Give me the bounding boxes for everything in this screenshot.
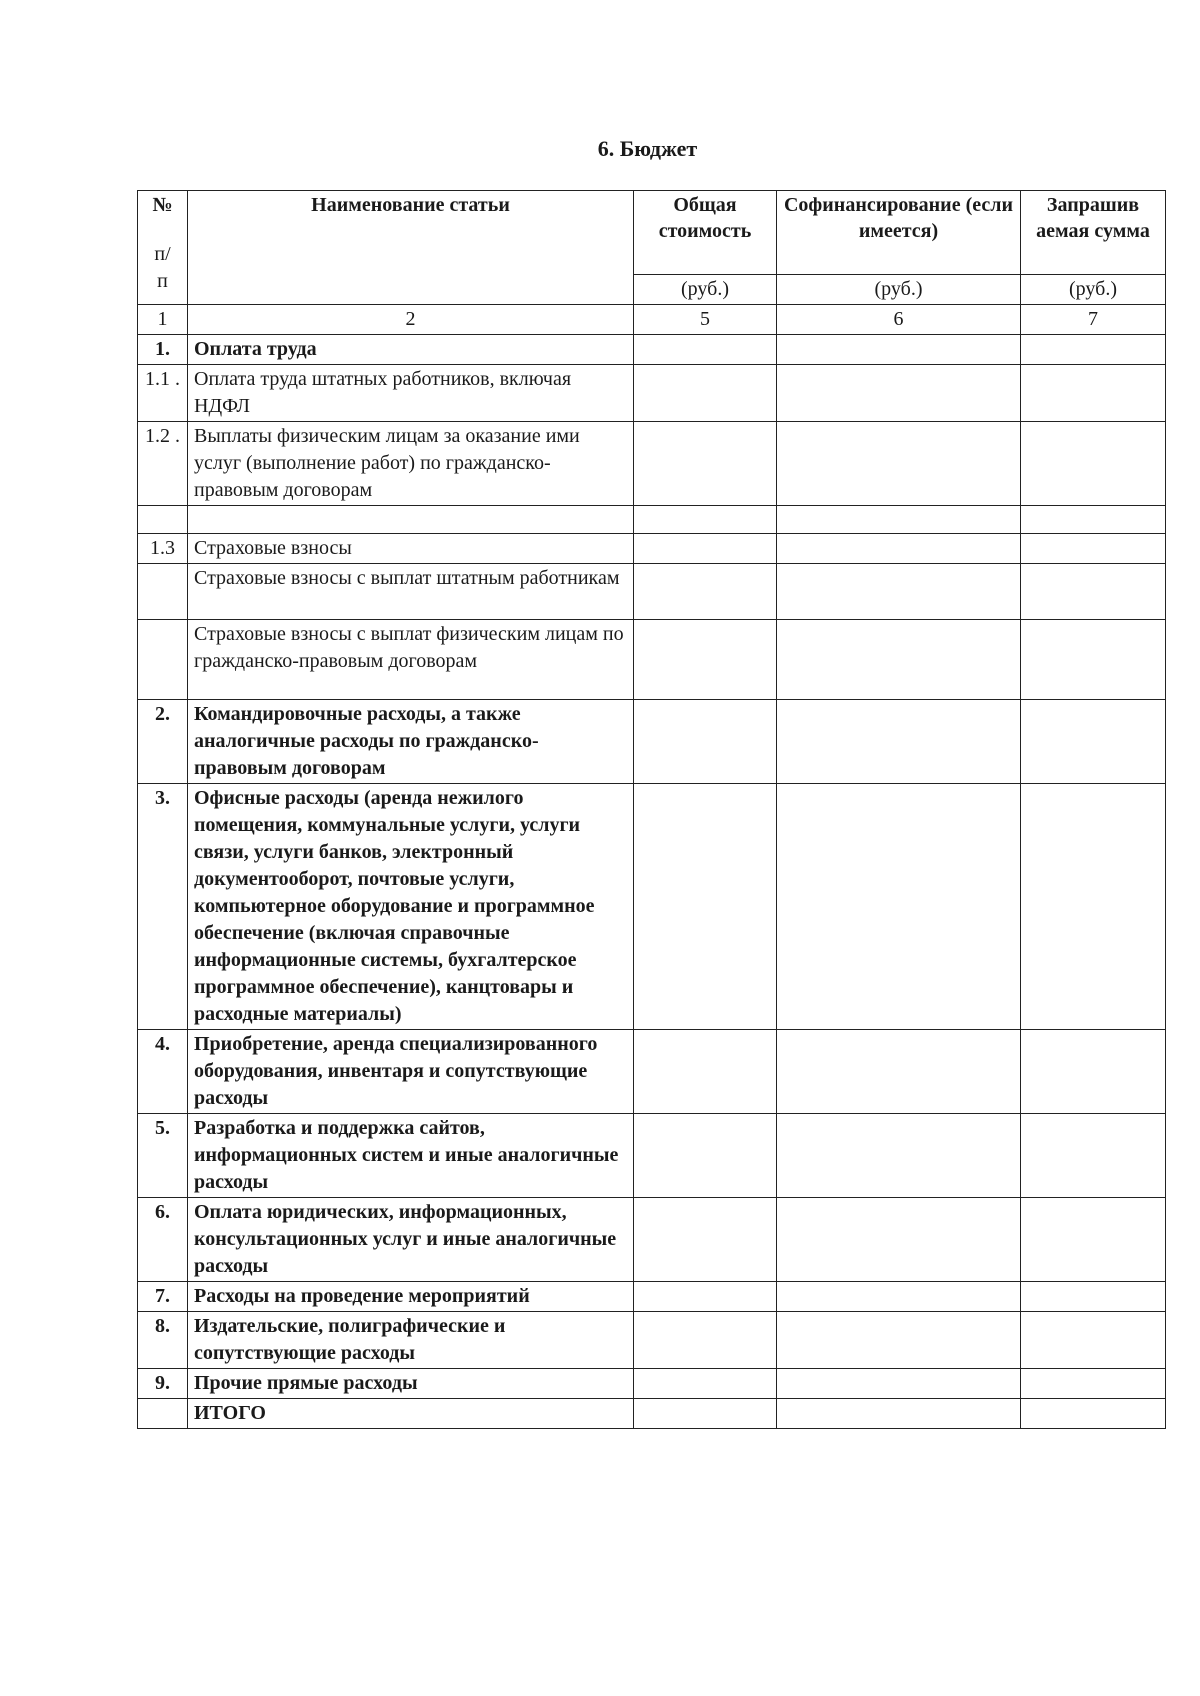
cofinancing-cell: [777, 1399, 1021, 1429]
cofinancing-cell: [777, 335, 1021, 365]
table-row: [138, 1312, 1166, 1369]
document-title: 6. Бюджет: [597, 136, 698, 161]
table-row: [138, 1369, 1166, 1399]
requested-cell: [1021, 1114, 1166, 1198]
table-row: [138, 365, 1166, 422]
requested-cell: [1021, 506, 1166, 534]
row-item-name: Расходы на проведение мероприятий: [188, 1282, 634, 1312]
colnum-6: 6: [777, 305, 1021, 335]
total-cell: [634, 534, 777, 564]
colnum-1: 1: [138, 305, 188, 335]
colnum-5: 5: [634, 305, 777, 335]
requested-cell: [1021, 1312, 1166, 1369]
row-number: 9.: [138, 1369, 188, 1399]
table-row: [138, 1198, 1166, 1282]
header-cofinancing: Софинансирование (если имеется): [777, 191, 1021, 275]
row-number: [138, 564, 188, 620]
total-cell: [634, 564, 777, 620]
cofinancing-cell: [777, 1312, 1021, 1369]
total-cell: [634, 365, 777, 422]
requested-cell: [1021, 1198, 1166, 1282]
requested-cell: [1021, 620, 1166, 700]
requested-cell: [1021, 1282, 1166, 1312]
total-cell: [634, 1312, 777, 1369]
cofinancing-cell: [777, 1114, 1021, 1198]
row-number: 1.: [138, 335, 188, 365]
requested-cell: [1021, 365, 1166, 422]
budget-table: [137, 190, 1166, 1429]
cofinancing-cell: [777, 1030, 1021, 1114]
cofinancing-cell: [777, 1369, 1021, 1399]
colnum-2: 2: [188, 305, 634, 335]
unit-requested: (руб.): [1021, 275, 1166, 305]
row-number: 1.2 .: [138, 422, 188, 506]
cofinancing-cell: [777, 620, 1021, 700]
table-row: [138, 784, 1166, 1030]
row-number: 7.: [138, 1282, 188, 1312]
header-requested: Запрашив аемая сумма: [1021, 191, 1166, 275]
total-cell: [634, 700, 777, 784]
requested-cell: [1021, 335, 1166, 365]
requested-cell: [1021, 1030, 1166, 1114]
requested-cell: [1021, 700, 1166, 784]
row-number: 1.1 .: [138, 365, 188, 422]
total-cell: [634, 784, 777, 1030]
requested-cell: [1021, 422, 1166, 506]
table-row: [138, 1282, 1166, 1312]
row-item-name: ИТОГО: [188, 1399, 634, 1429]
requested-cell: [1021, 534, 1166, 564]
row-item-name: Оплата труда штатных работников, включая НДФЛ: [188, 365, 634, 422]
colnum-7: 7: [1021, 305, 1166, 335]
row-item-name: Страховые взносы с выплат штатным работникам: [188, 564, 634, 620]
row-number: [138, 620, 188, 700]
total-cell: [634, 1198, 777, 1282]
cofinancing-cell: [777, 422, 1021, 506]
row-item-name: Страховые взносы с выплат физическим лицам по гражданско-правовым договорам: [188, 620, 634, 700]
cofinancing-cell: [777, 365, 1021, 422]
table-row: [138, 422, 1166, 506]
header-num-top: №: [152, 194, 173, 216]
total-cell: [634, 620, 777, 700]
table-row: [138, 564, 1166, 620]
requested-cell: [1021, 564, 1166, 620]
table-row: [138, 1030, 1166, 1114]
table-row: [138, 1114, 1166, 1198]
table-row: [138, 534, 1166, 564]
cofinancing-cell: [777, 700, 1021, 784]
table-row: [138, 506, 1166, 534]
header-num-cell: [138, 191, 188, 305]
row-number: 3.: [138, 784, 188, 1030]
row-number: 2.: [138, 700, 188, 784]
unit-cofinancing: (руб.): [777, 275, 1021, 305]
cofinancing-cell: [777, 1198, 1021, 1282]
total-cell: [634, 1369, 777, 1399]
requested-cell: [1021, 1399, 1166, 1429]
table-row: [138, 335, 1166, 365]
requested-cell: [1021, 1369, 1166, 1399]
requested-cell: [1021, 784, 1166, 1030]
header-row: [138, 191, 1166, 275]
cofinancing-cell: [777, 1282, 1021, 1312]
row-number: 4.: [138, 1030, 188, 1114]
table-row: [138, 620, 1166, 700]
row-item-name: Выплаты физическим лицам за оказание ими услуг (выполнение работ) по гражданско-правовым договорам: [188, 422, 634, 506]
row-number: 1.3: [138, 534, 188, 564]
row-item-name: [188, 506, 634, 534]
table-row: [138, 700, 1166, 784]
row-item-name: Оплата труда: [188, 335, 634, 365]
row-number: 6.: [138, 1198, 188, 1282]
cofinancing-cell: [777, 534, 1021, 564]
cofinancing-cell: [777, 506, 1021, 534]
row-item-name: Оплата юридических, информационных, консультационных услуг и иные аналогичные расходы: [188, 1198, 634, 1282]
row-item-name: Прочие прямые расходы: [188, 1369, 634, 1399]
cofinancing-cell: [777, 564, 1021, 620]
header-name: Наименование статьи: [188, 191, 634, 305]
row-number: [138, 1399, 188, 1429]
row-item-name: Разработка и поддержка сайтов, информационных систем и иные аналогичные расходы: [188, 1114, 634, 1198]
total-cell: [634, 422, 777, 506]
cofinancing-cell: [777, 784, 1021, 1030]
table-row: [138, 1399, 1166, 1429]
column-numbers-row: [138, 305, 1166, 335]
row-item-name: Офисные расходы (аренда нежилого помещения, коммунальные услуги, услуги связи, услуги банков, электронный документооборот, почтовые услуги, компьютерное оборудование и программное обеспечение (включая справочные информационные системы, бухгалтерское программное обеспечение), канцтовары и расходные материалы): [188, 784, 634, 1030]
header-num-mid: п/: [154, 243, 171, 265]
header-num-bot: п: [157, 270, 168, 292]
header-total: Общая стоимость: [634, 191, 777, 275]
row-item-name: Приобретение, аренда специализированного оборудования, инвентаря и сопутствующие расходы: [188, 1030, 634, 1114]
total-cell: [634, 1399, 777, 1429]
unit-total: (руб.): [634, 275, 777, 305]
row-number: 8.: [138, 1312, 188, 1369]
total-cell: [634, 1030, 777, 1114]
total-cell: [634, 1282, 777, 1312]
row-item-name: Страховые взносы: [188, 534, 634, 564]
row-item-name: Издательские, полиграфические и сопутствующие расходы: [188, 1312, 634, 1369]
row-item-name: Командировочные расходы, а также аналогичные расходы по гражданско-правовым договорам: [188, 700, 634, 784]
total-cell: [634, 1114, 777, 1198]
row-number: [138, 506, 188, 534]
row-number: 5.: [138, 1114, 188, 1198]
total-cell: [634, 506, 777, 534]
total-cell: [634, 335, 777, 365]
